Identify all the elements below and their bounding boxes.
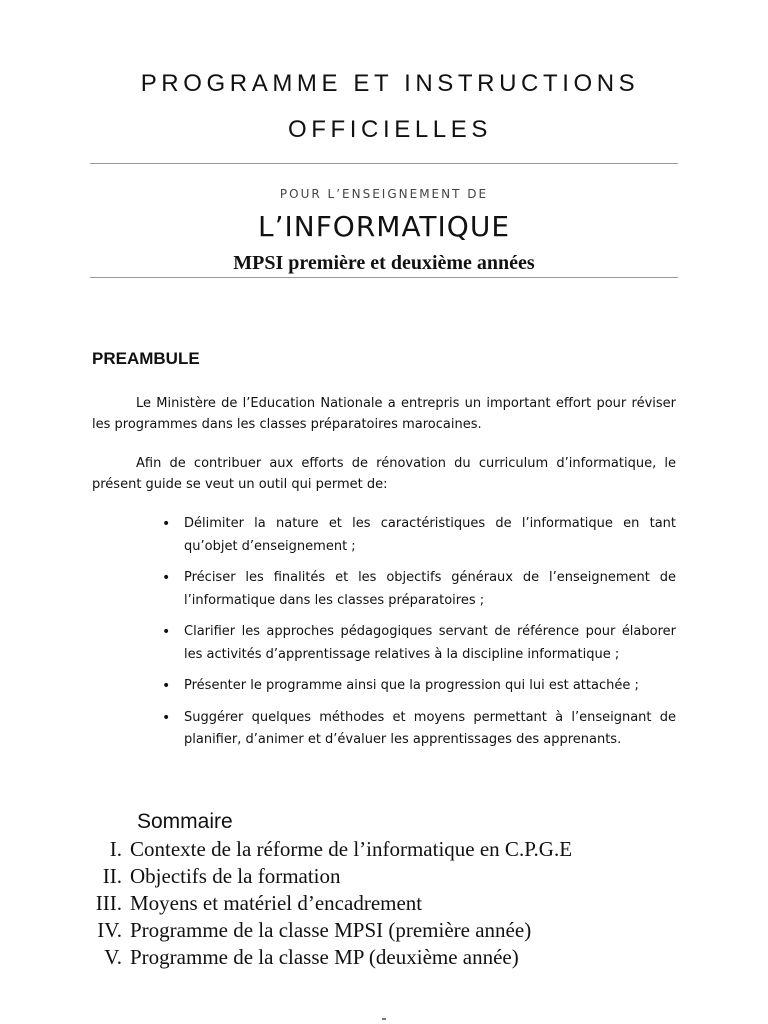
- objective-text: Suggérer quelques méthodes et moyens permettant à l’enseignant de planifier, d’animer et d’évaluer les apprentissages des apprenants.: [184, 709, 676, 747]
- objective-item: [162, 567, 676, 612]
- sommaire-item-number: III.: [95, 891, 122, 915]
- header-divider: [90, 277, 678, 278]
- document-title-line-1: PROGRAMME ET INSTRUCTIONS: [140, 70, 640, 97]
- sommaire-item-text: Programme de la classe MP (deuxième année): [130, 945, 519, 969]
- sommaire-item: [60, 863, 572, 890]
- objective-text: Délimiter la nature et les caractéristiques de l’informatique en tant qu’objet d’enseignement ;: [184, 516, 676, 554]
- subject-title: L’INFORMATIQUE: [257, 210, 511, 243]
- sommaire-item-number: I.: [109, 837, 122, 861]
- classes-line: MPSI première et deuxième années: [233, 252, 535, 274]
- sommaire-item: [60, 836, 572, 863]
- sommaire-item: [60, 917, 572, 944]
- sommaire-item: [60, 944, 572, 971]
- bullet-icon: •: [162, 570, 171, 586]
- bullet-icon: •: [162, 516, 171, 532]
- preamble-paragraph-1: Le Ministère de l’Education Nationale a entrepris un important effort pour réviser les programmes dans les classes préparatoires marocaines.: [92, 396, 676, 432]
- bullet-icon: •: [162, 624, 171, 640]
- preamble-paragraph-2: Afin de contribuer aux efforts de rénovation du curriculum d’informatique, le présent guide se veut un outil qui permet de:: [92, 456, 676, 492]
- sommaire-item: [60, 890, 572, 917]
- document-title-line-2: OFFICIELLES: [288, 116, 492, 143]
- sommaire-list: [60, 836, 572, 971]
- sommaire-item-number: V.: [104, 945, 122, 969]
- title-divider: [90, 163, 678, 164]
- sommaire-heading: Sommaire: [137, 810, 233, 833]
- objective-text: Clarifier les approches pédagogiques servant de référence pour élaborer les activités d’apprentissage relatives à la discipline informatique ;: [184, 624, 676, 662]
- objective-item: [162, 675, 676, 698]
- sommaire-item-text: Contexte de la réforme de l’informatique en C.P.G.E: [130, 837, 573, 861]
- sommaire-item-number: IV.: [97, 918, 122, 942]
- preamble-heading: PREAMBULE: [92, 349, 200, 368]
- objective-text: Présenter le programme ainsi que la progression qui lui est attachée ;: [184, 678, 639, 693]
- sommaire-item-text: Objectifs de la formation: [130, 864, 341, 888]
- bullet-icon: •: [162, 678, 171, 694]
- bullet-icon: •: [162, 709, 171, 726]
- subtitle: POUR L’ENSEIGNEMENT DE: [279, 187, 489, 201]
- sommaire-item-number: II.: [102, 864, 122, 888]
- objective-item: [162, 513, 676, 558]
- sommaire-item-text: Moyens et matériel d’encadrement: [130, 891, 423, 915]
- objective-item: [162, 707, 676, 752]
- page-edge-mark: [382, 1018, 386, 1020]
- objective-item: [162, 621, 676, 666]
- objectives-list: [162, 513, 676, 761]
- objective-text: Préciser les finalités et les objectifs généraux de l’enseignement de l’informatique dans les classes préparatoires ;: [184, 570, 676, 608]
- sommaire-item-text: Programme de la classe MPSI (première année): [130, 918, 532, 942]
